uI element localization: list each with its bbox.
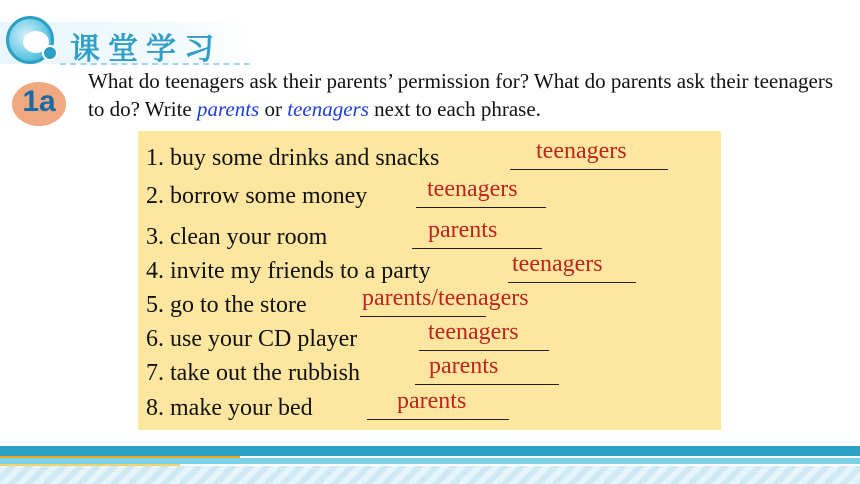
- badge-label: 1a: [22, 85, 56, 118]
- answer-blank-4: [508, 282, 636, 283]
- phrase-8: 8. make your bed: [146, 395, 313, 421]
- answer-blank-7: [415, 384, 559, 385]
- answer-6: teenagers: [428, 319, 519, 345]
- answer-blank-1: [510, 169, 668, 170]
- answer-1: teenagers: [536, 138, 627, 164]
- exercise-badge: [12, 82, 66, 126]
- answer-blank-5: [360, 316, 486, 317]
- phrase-7: 7. take out the rubbish: [146, 360, 360, 386]
- instructions-part1: What do teenagers ask their parents’ permission for? What do parents ask their teenagers to do? Write: [88, 69, 834, 121]
- answer-5: parents/teenagers: [362, 285, 529, 311]
- answer-blank-2: [416, 207, 546, 208]
- instructions-word-teenagers: teenagers: [287, 97, 369, 121]
- answer-blank-3: [412, 248, 542, 249]
- answer-blank-8: [367, 419, 509, 420]
- exercise-row-3: [138, 217, 721, 256]
- exercise-row-8: [138, 388, 721, 427]
- answer-8: parents: [397, 388, 467, 414]
- instructions-part2: or: [259, 97, 288, 121]
- section-title: 课堂学习: [70, 32, 222, 67]
- exercise-box: [138, 131, 721, 430]
- title-underline: [60, 63, 250, 66]
- exercise-row-1: [138, 138, 721, 177]
- instructions-text: [88, 67, 848, 123]
- phrase-1: 1. buy some drinks and snacks: [146, 145, 440, 171]
- exercise-row-2: [138, 176, 721, 215]
- answer-4: teenagers: [512, 251, 603, 277]
- phrase-3: 3. clean your room: [146, 224, 328, 250]
- phrase-4: 4. invite my friends to a party: [146, 258, 431, 284]
- answer-3: parents: [428, 217, 498, 243]
- phrase-5: 5. go to the store: [146, 292, 307, 318]
- answer-2: teenagers: [427, 176, 518, 202]
- phrase-2: 2. borrow some money: [146, 183, 368, 209]
- instructions-word-parents: parents: [197, 97, 260, 121]
- instructions-part3: next to each phrase.: [368, 97, 541, 121]
- answer-7: parents: [429, 353, 499, 379]
- logo-dot-icon: [42, 45, 58, 61]
- phrase-6: 6. use your CD player: [146, 326, 358, 352]
- answer-blank-6: [419, 350, 549, 351]
- footer-strip: [0, 446, 860, 456]
- footer-pattern: [0, 466, 860, 484]
